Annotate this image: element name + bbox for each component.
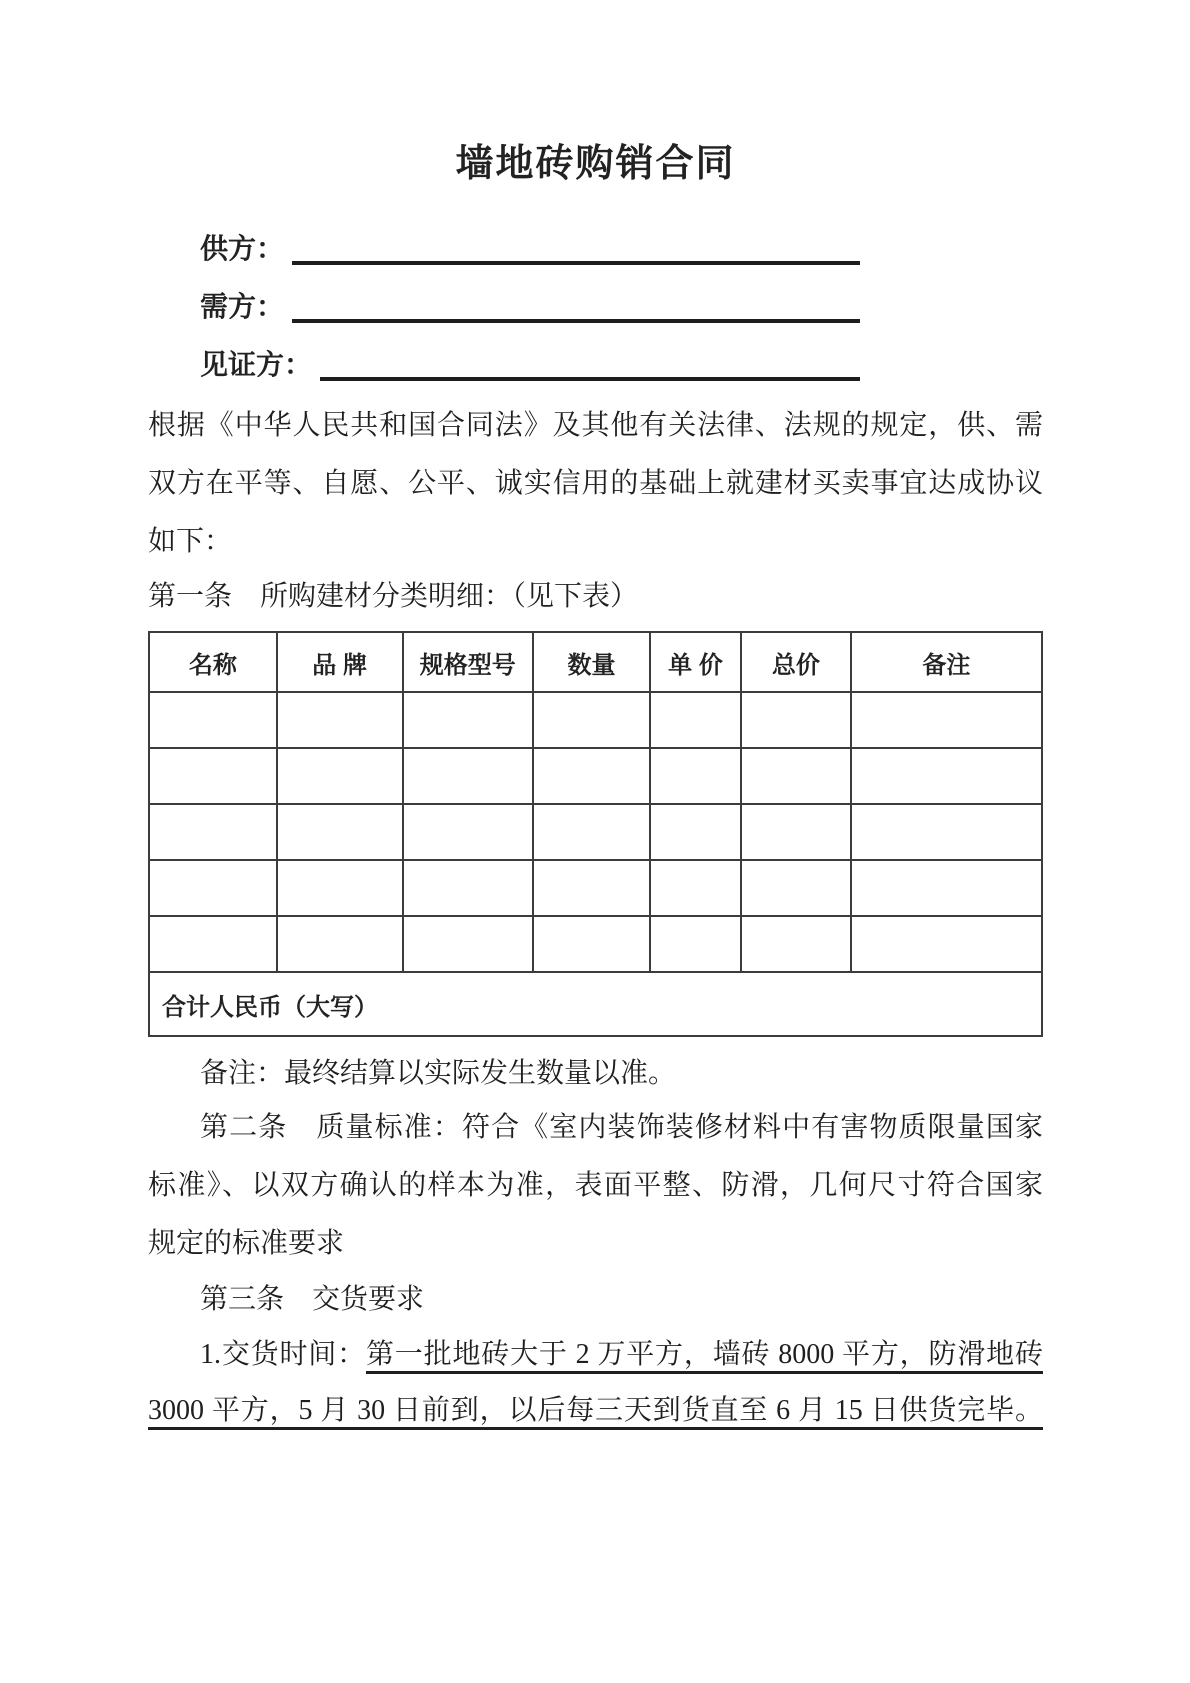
supplier-label: 供方： (200, 232, 285, 264)
intro-paragraph (148, 397, 1043, 571)
article2-paragraph (148, 1099, 1043, 1273)
col-header-quantity: 数量 (533, 632, 650, 692)
table-cell (741, 748, 851, 804)
table-cell (851, 916, 1042, 972)
delivery-paragraph (148, 1327, 1043, 1439)
table-cell (741, 860, 851, 916)
table-cell (533, 692, 650, 748)
table-cell (851, 804, 1042, 860)
table-cell (277, 748, 403, 804)
table-cell (403, 748, 533, 804)
delivery-time-underlined-2: 3000 平方，5 月 30 日前到，以后每三天到货直至 6 月 15 日供货完毕。 (148, 1395, 1043, 1426)
witness-blank-line (320, 367, 860, 381)
table-cell (149, 804, 277, 860)
party-row-supplier (200, 207, 860, 265)
table-cell (650, 692, 741, 748)
intro-line-3: 如下： (148, 526, 233, 557)
table-cell (533, 804, 650, 860)
table-cell (277, 804, 403, 860)
table-cell (650, 916, 741, 972)
table-footer-row (149, 972, 1042, 1036)
table-cell (149, 916, 277, 972)
buyer-label: 需方： (200, 290, 285, 322)
table-cell (741, 804, 851, 860)
col-header-brand: 品 牌 (277, 632, 403, 692)
article1-heading: 第一条 所购建材分类明细：（见下表） (148, 581, 639, 612)
col-header-spec-model: 规格型号 (403, 632, 533, 692)
table-cell (650, 804, 741, 860)
article2-line-2: 标准》、以双方确认的样本为准，表面平整、防滑，几何尺寸符合国家 (148, 1170, 1043, 1201)
table-cell (277, 860, 403, 916)
delivery-time-prefix: 1.交货时间： (200, 1339, 366, 1370)
materials-table-body (149, 692, 1042, 972)
total-amount-in-words-label: 合计人民币（大写） (149, 972, 1042, 1036)
table-cell (403, 860, 533, 916)
table-cell (851, 860, 1042, 916)
table-row (149, 804, 1042, 860)
settlement-note: 备注：最终结算以实际发生数量以准。 (200, 1058, 677, 1089)
delivery-line-2 (148, 1383, 1043, 1439)
witness-label: 见证方： (200, 348, 313, 380)
article2-line-1: 第二条 质量标准：符合《室内装饰装修材料中有害物质限量国家 (200, 1112, 1043, 1143)
table-row (149, 916, 1042, 972)
table-row (149, 692, 1042, 748)
table-cell (403, 804, 533, 860)
table-cell (149, 692, 277, 748)
table-cell (741, 692, 851, 748)
table-header-row (149, 632, 1042, 692)
table-cell (403, 916, 533, 972)
supplier-blank-line (292, 251, 860, 265)
table-cell (741, 916, 851, 972)
materials-table (148, 631, 1043, 1037)
col-header-total-price: 总价 (741, 632, 851, 692)
table-cell (851, 692, 1042, 748)
intro-line-2: 双方在平等、自愿、公平、诚实信用的基础上就建材买卖事宜达成协议 (148, 468, 1043, 499)
table-row (149, 860, 1042, 916)
party-row-buyer (200, 265, 860, 323)
col-header-remarks: 备注 (851, 632, 1042, 692)
delivery-time-underlined-1: 第一批地砖大于 2 万平方，墙砖 8000 平方，防滑地砖 (365, 1339, 1043, 1370)
table-cell (149, 748, 277, 804)
col-header-unit-price: 单 价 (650, 632, 741, 692)
table-cell (403, 692, 533, 748)
table-cell (149, 860, 277, 916)
table-cell (851, 748, 1042, 804)
article3-heading: 第三条 交货要求 (200, 1284, 425, 1315)
party-row-witness (200, 323, 860, 381)
table-row (149, 748, 1042, 804)
table-cell (533, 748, 650, 804)
table-cell (533, 860, 650, 916)
table-cell (277, 916, 403, 972)
table-cell (650, 748, 741, 804)
article2-line-3: 规定的标准要求 (148, 1228, 345, 1259)
table-cell (277, 692, 403, 748)
delivery-line-1 (148, 1327, 1043, 1383)
col-header-name: 名称 (149, 632, 277, 692)
buyer-blank-line (292, 309, 860, 323)
intro-line-1: 根据《中华人民共和国合同法》及其他有关法律、法规的规定，供、需 (148, 410, 1043, 441)
table-cell (650, 860, 741, 916)
table-cell (533, 916, 650, 972)
document-title: 墙地砖购销合同 (455, 143, 736, 185)
